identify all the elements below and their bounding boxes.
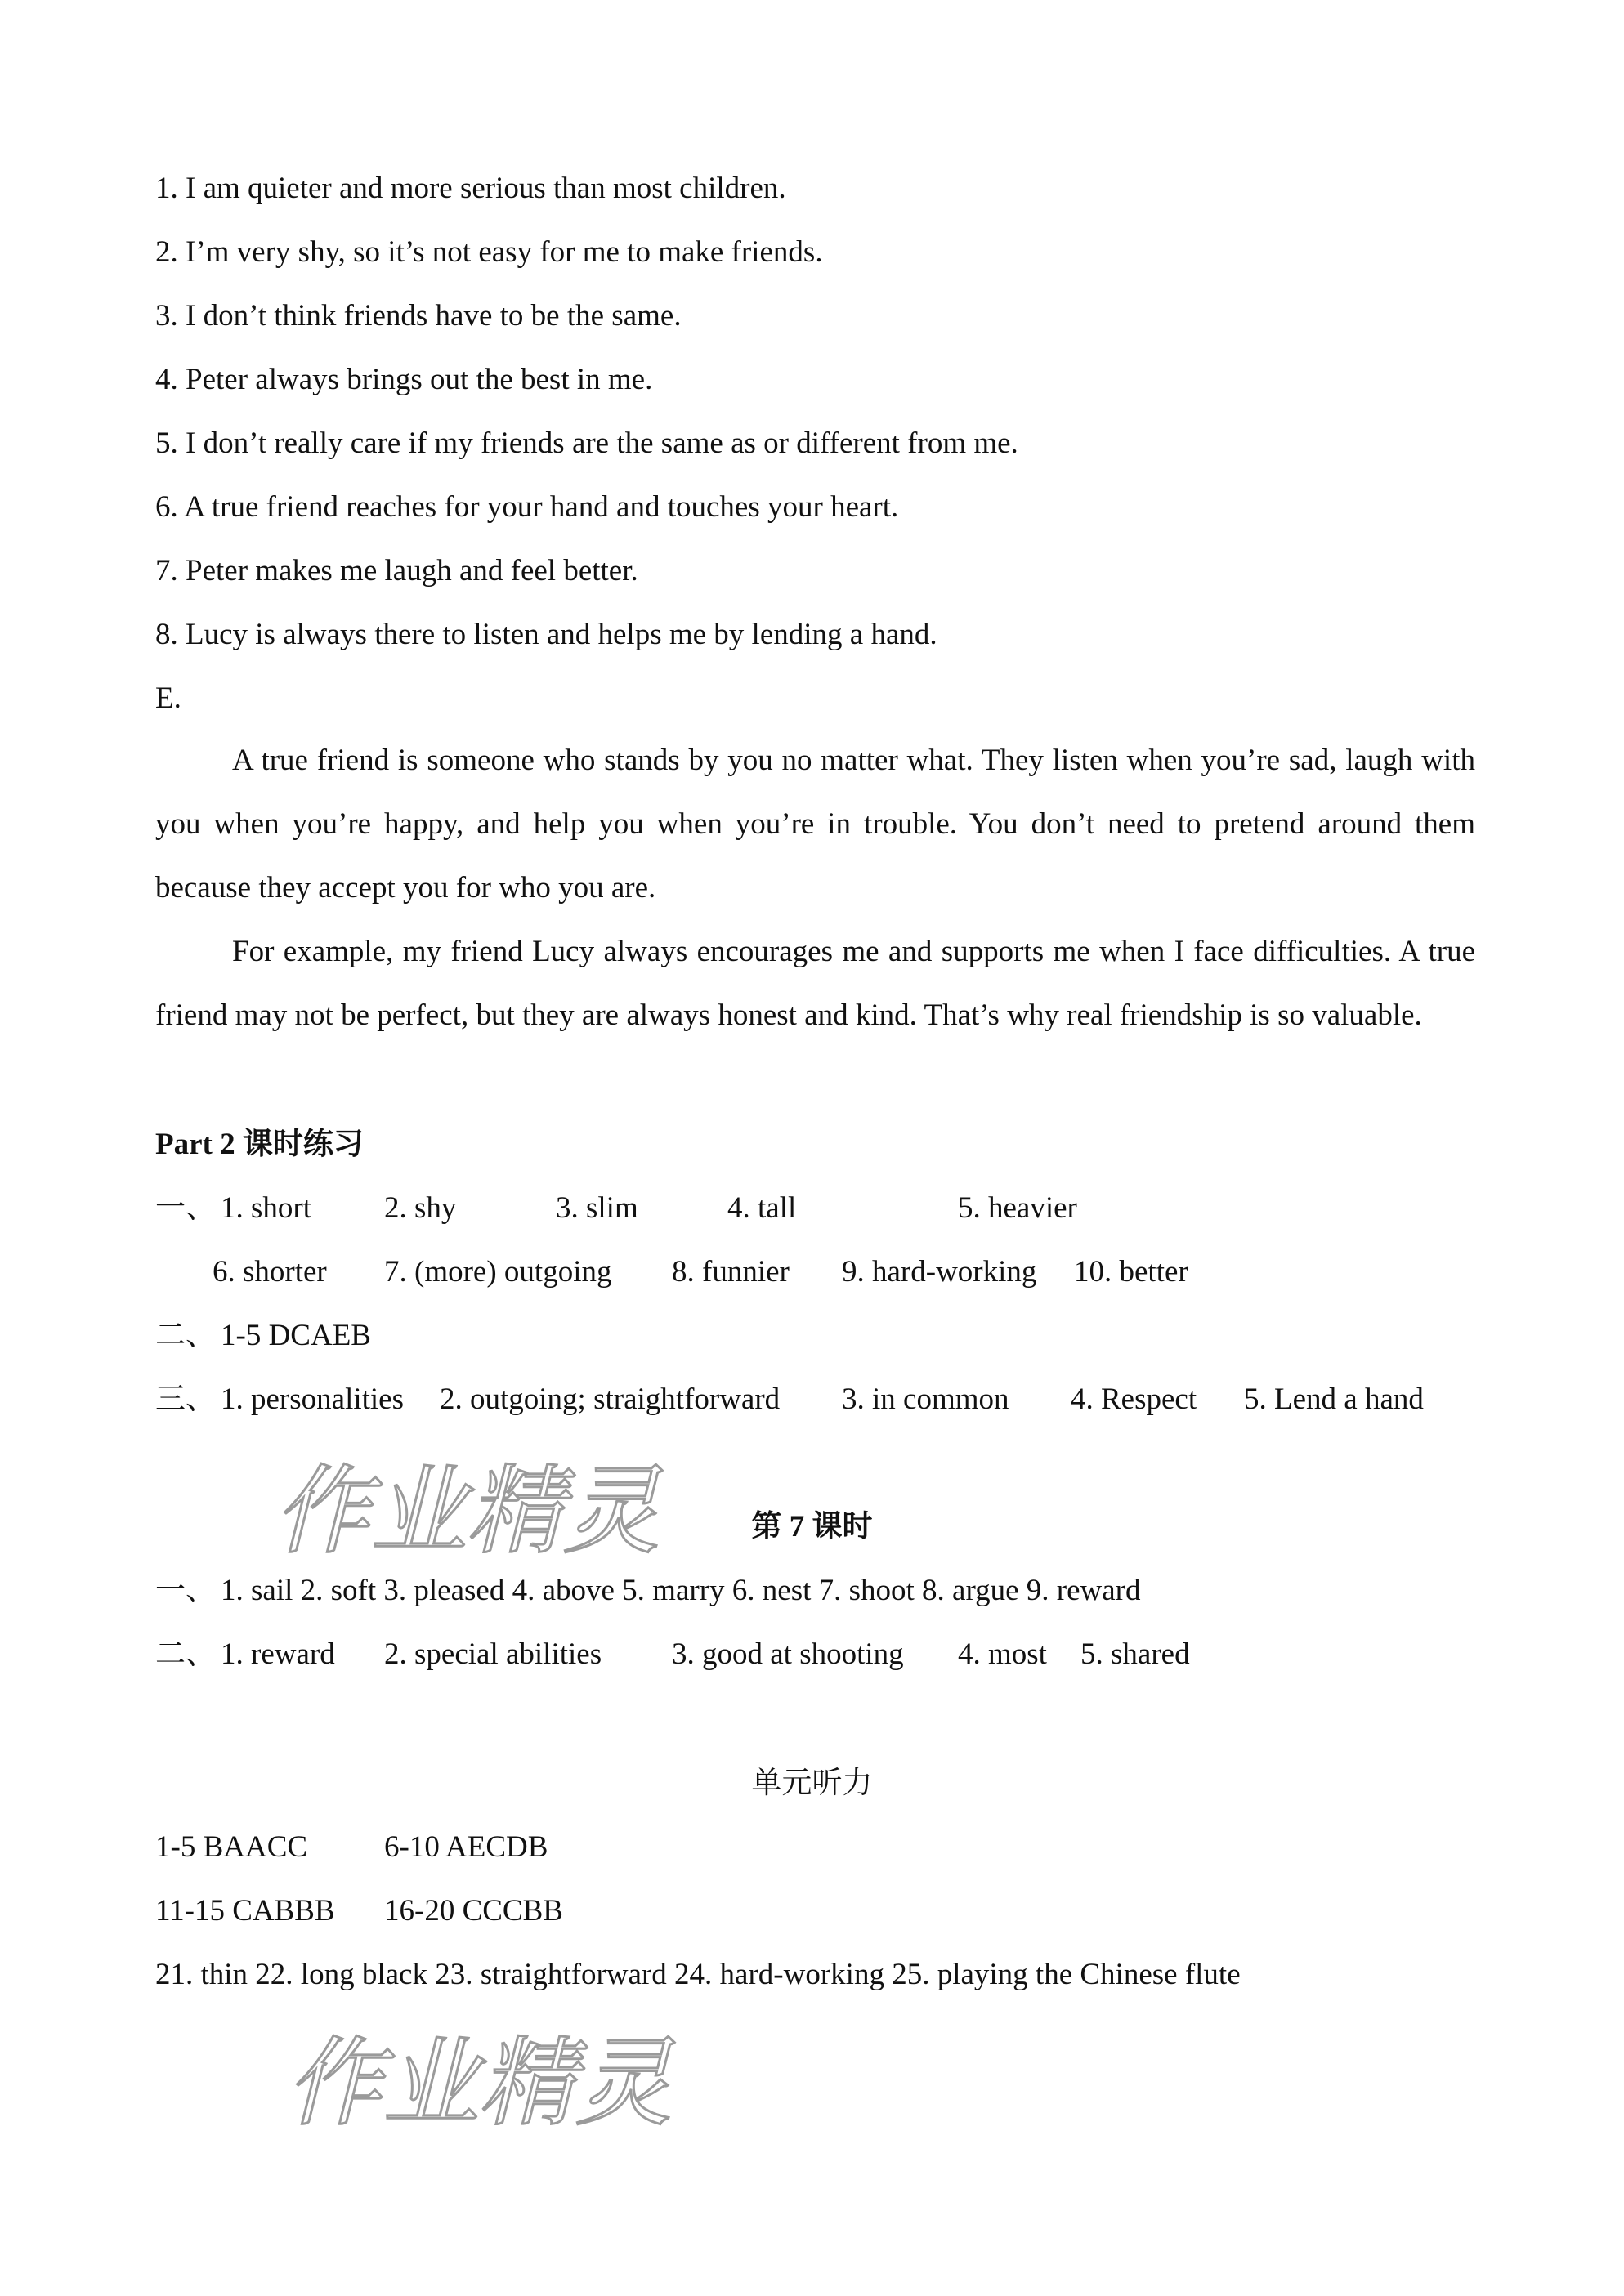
section-e-paragraph-1 [155, 729, 1475, 920]
answer-item: 8. funnier [672, 1255, 790, 1289]
lesson7-q1-row [0, 1575, 1624, 1608]
part2-heading: Part 2 课时练习 [155, 1128, 364, 1161]
listening-row-3: 21. thin 22. long black 23. straightforward 24. hard-working 25. playing the Chinese flute [155, 1958, 1241, 1991]
answer-line-2: 2. I’m very shy, so it’s not easy for me to make friends. [155, 235, 823, 269]
answer-line-4: 4. Peter always brings out the best in me. [155, 363, 653, 396]
question-number: 三、 [155, 1383, 216, 1416]
answer-item: 1. personalities [221, 1383, 405, 1416]
answer-item: 9. hard-working [842, 1255, 1037, 1289]
lesson7-q2-row [0, 1639, 1624, 1672]
paragraph-2-text: For example, my friend Lucy always encourages me and supports me when I face difficulties. A true friend may not be perfect, but they are always honest and kind. That’s why real friendship is so valuable. [155, 935, 1475, 1032]
answer-item: 5. shared [1080, 1637, 1190, 1671]
unit-listening-heading: 单元听力 [751, 1767, 873, 1800]
answer-line-6: 6. A true friend reaches for your hand and touches your heart. [155, 490, 899, 524]
question-number: 二、 [155, 1319, 216, 1352]
answer-line-5: 5. I don’t really care if my friends are the same as or different from me. [155, 427, 1018, 460]
answer-item: 3. in common [842, 1383, 1009, 1416]
answer-item: 6-10 AECDB [384, 1830, 548, 1864]
part2-q1-row1 [0, 1193, 1624, 1226]
answer-item: 5. Lend a hand [1244, 1383, 1424, 1416]
listening-row-1 [0, 1832, 1624, 1865]
answer-item: 1-5 DCAEB [221, 1319, 371, 1352]
watermark-text: 作业精灵 [286, 2026, 673, 2139]
part2-q2-row [0, 1320, 1624, 1353]
answer-item: 10. better [1074, 1255, 1188, 1289]
answer-item: 1. short [221, 1191, 311, 1225]
answer-item: 1-5 BAACC [155, 1830, 308, 1864]
watermark-logo [266, 1438, 674, 1569]
answer-item: 3. good at shooting [672, 1637, 904, 1671]
answer-line-7: 7. Peter makes me laugh and feel better. [155, 554, 638, 587]
answer-line-1: 1. I am quieter and more serious than most children. [155, 172, 786, 205]
answer-item: 5. heavier [958, 1191, 1077, 1225]
answer-item: 2. outgoing; straightforward [440, 1383, 781, 1416]
answer-item: 4. Respect [1071, 1383, 1197, 1416]
answer-item: 4. tall [727, 1191, 797, 1225]
answer-line-3: 3. I don’t think friends have to be the same. [155, 299, 682, 333]
watermark-logo [278, 2010, 687, 2141]
listening-row-2 [0, 1896, 1624, 1928]
section-e-paragraph-2 [155, 920, 1475, 1047]
answer-item: 2. shy [384, 1191, 457, 1225]
watermark-text: 作业精灵 [274, 1454, 660, 1567]
answer-item: 3. slim [556, 1191, 638, 1225]
answer-item: 4. most [958, 1637, 1047, 1671]
section-e-label: E. [155, 681, 181, 715]
answer-item: 1. sail 2. soft 3. pleased 4. above 5. marry 6. nest 7. shoot 8. argue 9. reward [221, 1574, 1141, 1607]
answer-item: 16-20 CCCBB [384, 1894, 563, 1927]
answer-line-8: 8. Lucy is always there to listen and helps me by lending a hand. [155, 618, 937, 651]
answer-item: 1. reward [221, 1637, 335, 1671]
paragraph-1-text: A true friend is someone who stands by you no matter what. They listen when you’re sad, laugh with you when you’re happy, and help you when you’re in trouble. You don’t need to pretend around them because they accept you for who you are. [155, 744, 1475, 905]
part2-q3-row [0, 1384, 1624, 1417]
lesson7-heading: 第 7 课时 [751, 1510, 873, 1543]
question-number: 二、 [155, 1637, 216, 1671]
answer-item: 2. special abilities [384, 1637, 602, 1671]
question-number: 一、 [155, 1191, 216, 1225]
question-number: 一、 [155, 1574, 216, 1607]
answer-item: 11-15 CABBB [155, 1894, 335, 1927]
answer-item: 7. (more) outgoing [384, 1255, 612, 1289]
part2-q1-row2 [0, 1257, 1624, 1289]
answer-item: 6. shorter [213, 1255, 327, 1289]
